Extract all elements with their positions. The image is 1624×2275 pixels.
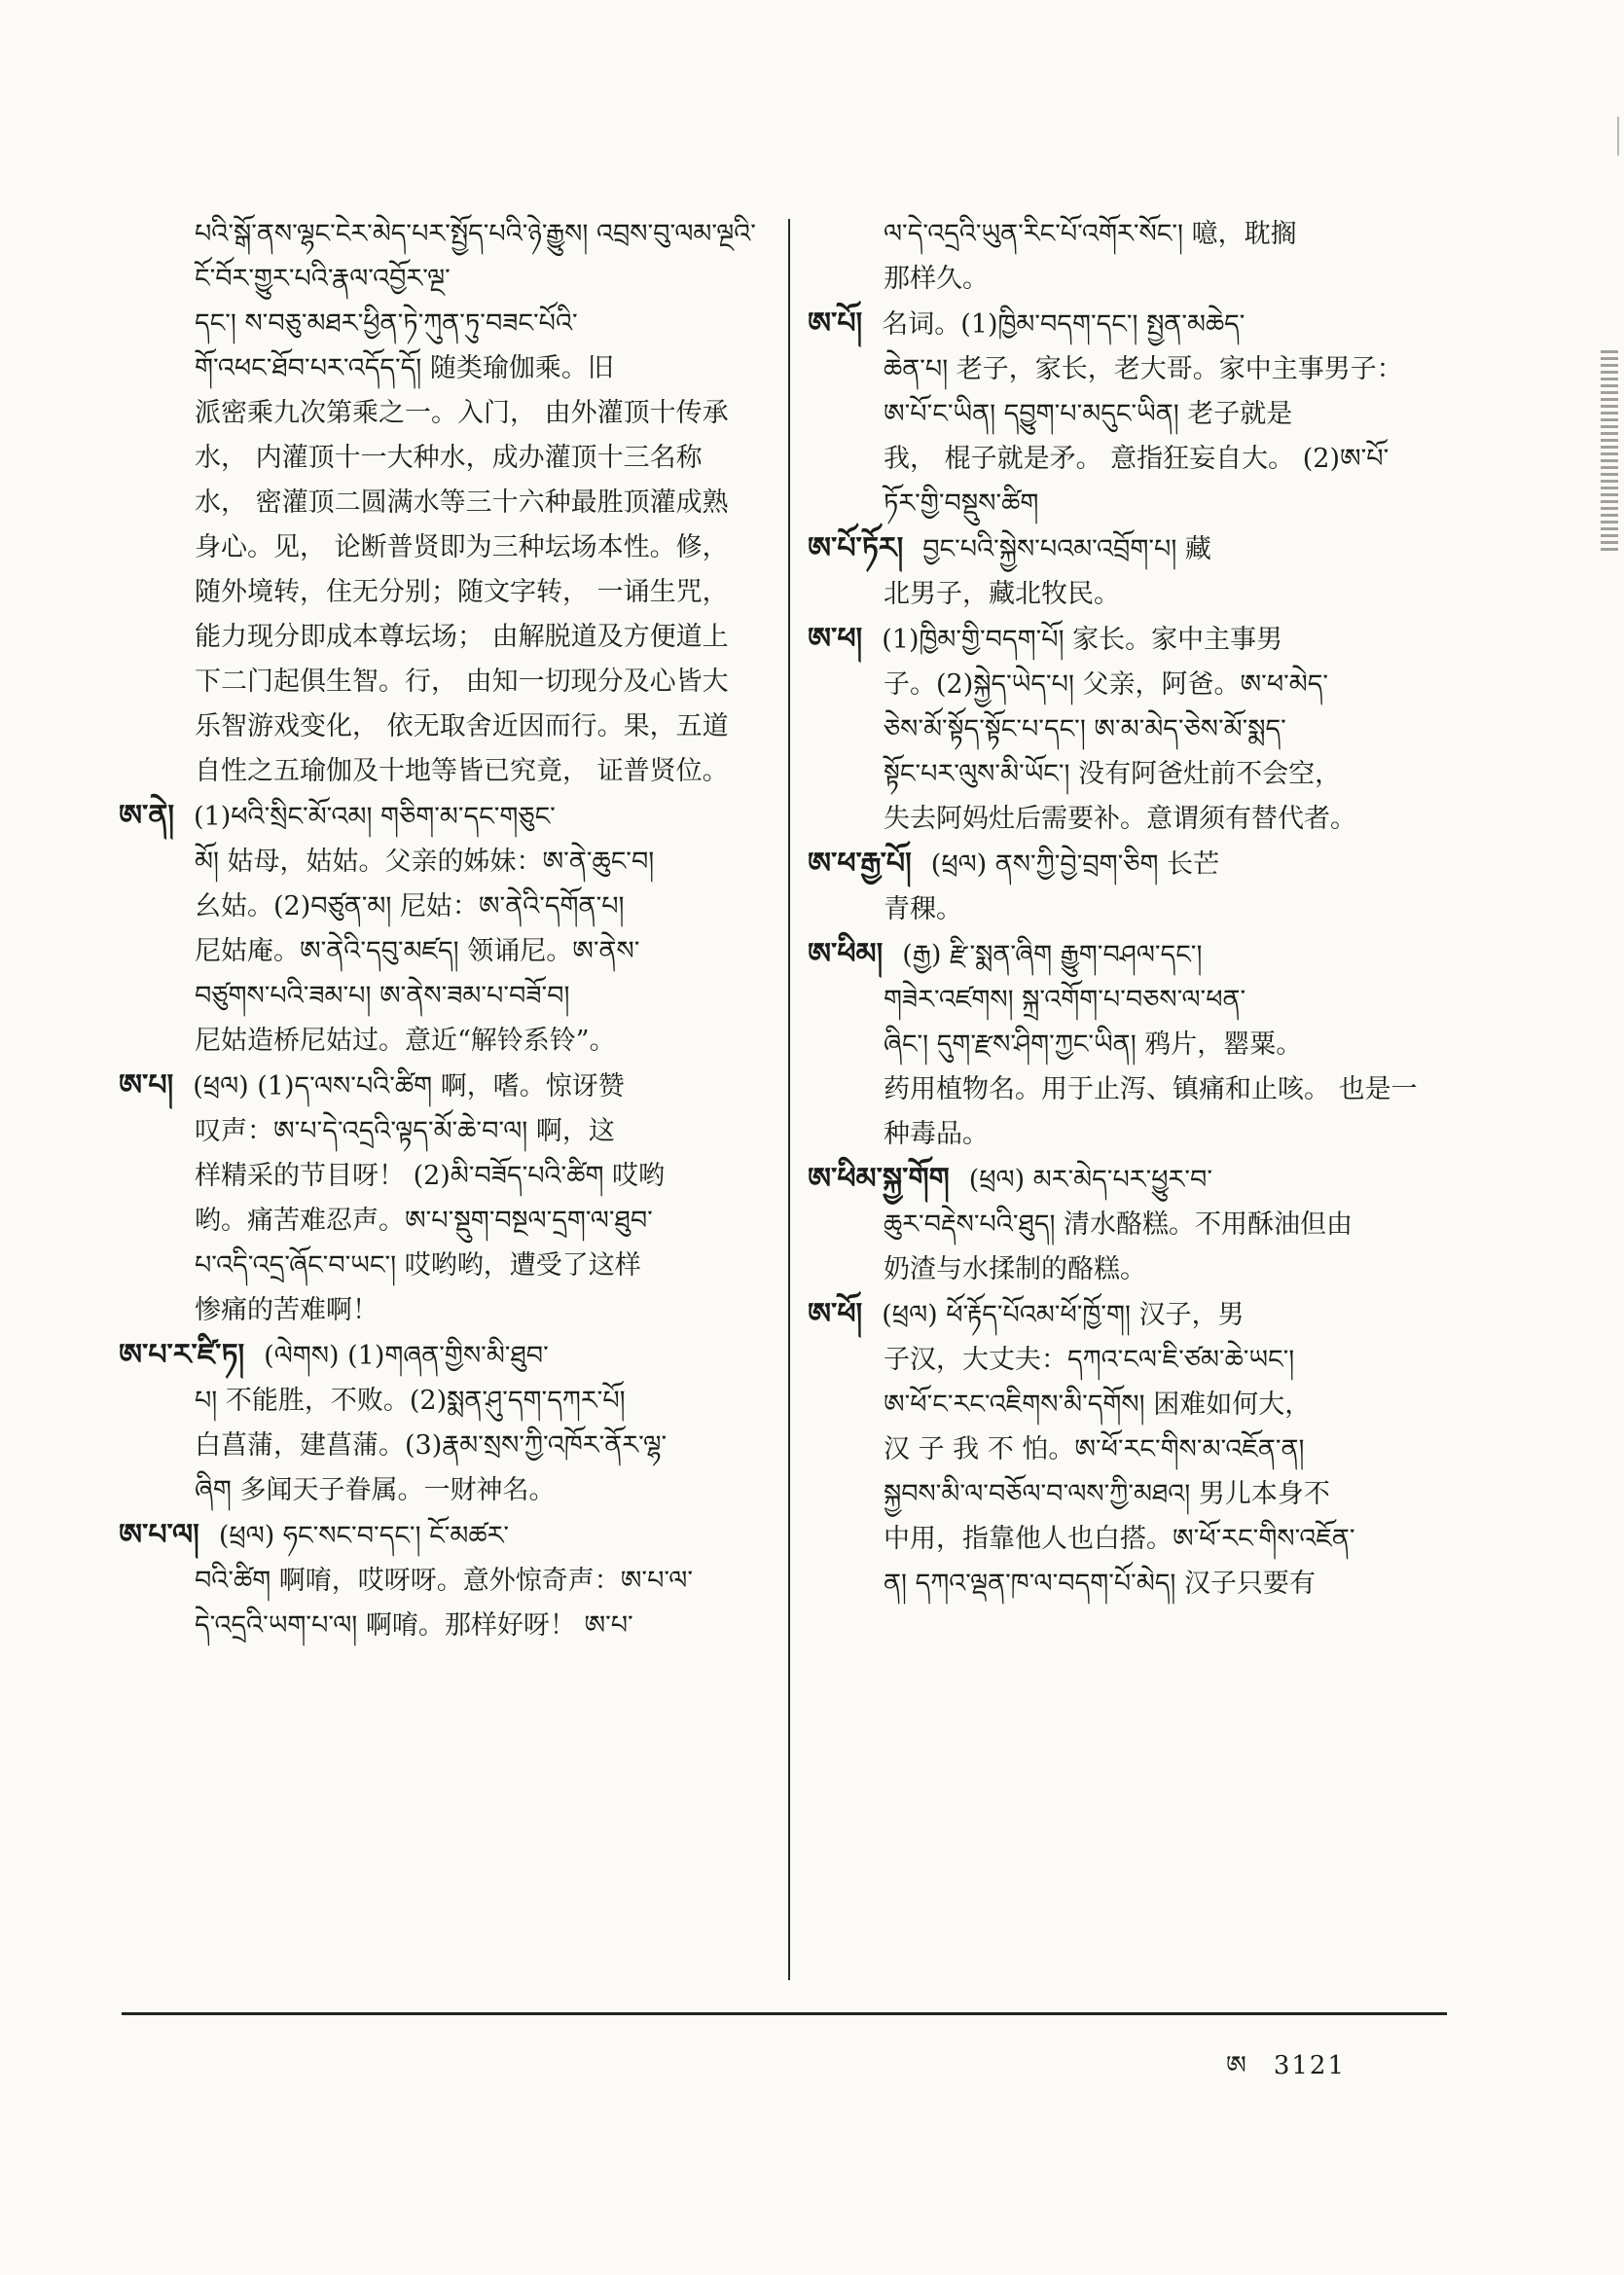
entry-line: 汉 子 我 不 怕。ཨ་ཕོ་རང་གིས་མ་འཇོན་ན། [884,1434,1305,1464]
entry-line: (ཕྲལ) ནས་ཀྱི་བྱེ་བྲག་ཅིག 长芒 [930,849,1220,880]
entry-first-line [808,842,1450,887]
entry-line: 水， 密灌顶二圆满水等三十六种最胜顶灌成熟 [195,488,729,518]
headword: ཨ་ཕིམ་སྐྱ་གོག [808,1162,950,1196]
entry-line: ཅེས་མོ་སྟོད་སྟོང་པ་དང་། ཨ་མ་མེད་ཅེས་མོ་སྨད་ [884,714,1286,744]
entry-line: 奶渣与水揉制的酪糕。 [884,1254,1146,1284]
entry-line: 身心。见， 论断普贤即为三种坛场本性。修， [195,532,729,562]
entry-line: 乐智游戏变化， 依无取舍近因而行。果，五道 [195,711,729,741]
dictionary-entry [119,1513,769,1648]
left-column [119,212,769,1648]
dictionary-entry [808,1292,1450,1607]
runon-entry-left [119,212,769,794]
entry-line: གོ་འཕང་ཐོབ་པར་འདོད་དོ། 随类瑜伽乘。旧 [195,353,614,383]
entry-first-line [119,1513,769,1559]
entry-line: པ། 不能胜，不败。(2)སྨན་ཤུ་དག་དཀར་པོ། [195,1386,626,1416]
headword: ཨ་ཕོ། [808,1297,863,1331]
entry-line: (ཕྲལ) (1)ད་ལས་པའི་ཚིག 啊，嗜。惊讶赞 [193,1071,625,1101]
right-column [808,212,1450,1607]
headword: ཨ་ནེ། [119,799,174,833]
headword: ཨ་པོ་ཏོར། [808,531,904,565]
entry-first-line [808,1157,1450,1203]
entry-line: 水， 内灌顶十一大种水，成办灌顶十三名称 [195,443,703,473]
entry-line: སྟོང་པར་ལུས་མི་ཡོང་། 没有阿爸灶前不会空， [884,759,1342,789]
entry-first-line [808,932,1450,978]
entry-first-line [119,1064,769,1109]
entry-line: 子。(2)སྐྱེད་ཡེད་པ། 父亲，阿爸。ཨ་ཕ་མེད་ [884,669,1329,700]
entry-line: (རྒྱ) རྫི་སྨན་ཞིག རྒྱུག་བཤལ་དང་། [902,940,1203,970]
headword: ཨ་པ་ར་ཛི་ཏ། [119,1338,245,1372]
entry-line: 叹声：ཨ་པ་དེ་འདྲའི་ལྟད་མོ་ཆེ་བ་ལ། 啊，这 [195,1116,615,1146]
entry-line: (1)ཕའི་སྲིང་མོ་འམ། གཅིག་མ་དང་གཅུང་ [194,802,556,832]
entry-first-line [808,526,1450,572]
entry-line: 失去阿妈灶后需要补。意谓须有替代者。 [884,804,1356,834]
entry-line: 随外境转，住无分别；随文字转， 一诵生咒， [195,577,729,607]
entry-line: 惨痛的苦难啊！ [195,1295,379,1325]
entry-first-line [119,794,769,840]
entry-line: 药用植物名。用于止泻、镇痛和止咳。 也是一 [884,1074,1418,1104]
entry-first-line [808,617,1450,663]
entry-line: ཞིང་། དུག་རྫས་ཤིག་ཀྱང་ཡིན། 鸦片，罂粟。 [884,1029,1303,1060]
entry-first-line [119,1333,769,1379]
entry-line: (1)ཁྱིམ་གྱི་བདག་པོ། 家长。家中主事男 [882,625,1283,655]
entry-first-line [808,1292,1450,1338]
dictionary-entry [808,302,1450,526]
entry-line: (ཕྲལ) མར་མེད་པར་ཕྱུར་བ་ [968,1165,1213,1195]
section-letter: ཨ [1226,2051,1248,2080]
entry-line: བཙུགས་པའི་ཟམ་པ། ཨ་ནེས་ཟམ་པ་བཟོ་བ། [195,981,570,1011]
dictionary-entry [808,842,1450,932]
headword: ཨ་ཕ་རྒྱ་པོ། [808,847,912,881]
footer-rule [122,2012,1447,2015]
entry-line: མོ། 姑母，姑姑。父亲的姊妹：ཨ་ནེ་ཆུང་བ། [195,847,655,877]
entry-line: ཏོར་གྱི་བསྡུས་ཚིག [884,488,1039,519]
entry-line: 幺姑。(2)བཙུན་མ། 尼姑：ཨ་ནེའི་དགོན་པ། [195,891,625,921]
entry-line: ཨ་ཕོ་ང་རང་འཇིགས་མི་དགོས། 困难如何大， [884,1390,1312,1420]
entry-line: (ཕྲལ) ཧང་སང་བ་དང་། ངོ་མཚར་ [218,1521,510,1551]
entry-line: (ཕྲལ) ཕོ་རྟོད་པོའམ་ཕོ་ཁྱོ་ག། 汉子，男 [882,1300,1245,1330]
dictionary-entry [808,932,1450,1157]
dictionary-entry [808,1157,1450,1292]
entry-line: བའི་ཚིག 啊唷，哎呀呀。意外惊奇声：ཨ་པ་ལ་ [195,1566,693,1596]
entry-line: (ལེགས) (1)གཞན་གྱིས་མི་ཐུབ་ [264,1341,549,1371]
entry-line: ཨ་པོ་ང་ཡིན། དབྱུག་པ་མདུང་ཡིན། 老子就是 [884,399,1293,429]
headword: ཨ་པོ། [808,307,863,341]
headword: ཨ་ཕིམ། [808,937,884,971]
entry-line: 下二门起俱生智。行， 由知一切现分及心皆大 [195,667,729,697]
page-number: 3121 [1273,2051,1346,2080]
entry-line: 样精采的节目呀！ (2)མི་བཟོད་པའི་ཚིག 哎哟 [195,1161,666,1191]
page-footer [1226,2038,1371,2109]
dictionary-entry [119,1064,769,1333]
entry-first-line [808,302,1450,347]
headword: ཨ་པ། [119,1068,174,1102]
edge-scan-marks [1607,117,1619,156]
entry-line: 名词。(1)ཁྱིམ་བདག་དང་། སྤྱན་མཆེད་ [882,309,1245,340]
entry-line: 那样久。 [884,264,989,294]
entry-line: 尼姑庵。ཨ་ནེའི་དབུ་མཛད། 领诵尼。ཨ་ནེས་ [195,936,640,966]
entry-line: བྱང་པའི་སྐྱེས་པའམ་འབྲོག་པ། 藏 [922,534,1211,564]
dictionary-entry [119,1333,769,1513]
entry-line: 我， 棍子就是矛。 意指狂妄自大。 (2)ཨ་པོ་ [884,444,1389,474]
dictionary-entry [808,617,1450,842]
entry-line: 哟。痛苦难忍声。ཨ་པ་སྡུག་བསྔལ་དྲག་ལ་ཐུབ་ [195,1206,653,1236]
entry-line: དེ་འདྲའི་ཡག་པ་ལ། 啊唷。那样好呀！ ཨ་པ་ [195,1610,633,1641]
entry-line: ཞིག 多闻天子眷属。一财神名。 [195,1475,556,1505]
entry-line: 派密乘九次第乘之一。入门， 由外灌顶十传承 [195,398,729,428]
entry-line: པ་འདི་འདྲ་ཞོང་བ་ཡང་། 哎哟哟，遭受了这样 [195,1250,641,1281]
dictionary-entry [808,526,1450,617]
entry-line: ན། དཀའ་ལྡན་ཁ་ལ་བདག་པོ་མེད། 汉子只要有 [884,1569,1317,1599]
dictionary-entry [119,794,769,1064]
entry-line: 青稞。 [884,894,962,924]
entry-line: སྐྱབས་མི་ལ་བཅོལ་བ་ལས་ཀྱི་མཐའ། 男儿本身不 [884,1479,1330,1509]
edge-scan-marks [1601,350,1618,555]
entry-line: 能力现分即成本尊坛场； 由解脱道及方便道上 [195,622,729,652]
entry-line: 子汉，大丈夫：དཀའ་ངལ་ཇི་ཙམ་ཆེ་ཡང་། [884,1345,1295,1375]
entry-line: 尼姑造桥尼姑过。意近“解铃系铃”。 [195,1026,616,1056]
entry-line: ཆུར་བརྡེས་པའི་ཐུད། 清水酪糕。不用酥油但由 [884,1210,1353,1240]
entry-line: པའི་སྒོ་ནས་ལྷང་ངེར་མེད་པར་སྤྱོད་པའི་ཉེ་རྒྱུས། འབྲས་བུ་ལམ་ལྔའི་ངོ་བོར་གྱུར་པའི་རྣལ་འབྱོར་ལྔ་ [195,219,756,294]
runon-entry-right [808,212,1450,302]
entry-line: 自性之五瑜伽及十地等皆已究竟， 证普贤位。 [195,756,729,786]
entry-line: ལ་དེ་འདྲའི་ཡུན་རིང་པོ་འགོར་སོང་། 噫，耽搁 [884,219,1297,249]
entry-line: ཆེན་པ། 老子，家长，老大哥。家中主事男子： [884,354,1403,384]
headword: ཨ་ཕ། [808,622,863,656]
entry-line: གཟེར་འཛགས། སྐྲ་འགོག་པ་བཅས་ལ་ཕན་ [884,985,1246,1015]
entry-line: དང་། ས་བཅུ་མཐར་ཕྱིན་ཏེ་ཀུན་ཏུ་བཟང་པོའི་ [195,308,578,339]
headword: ཨ་པ་ལ། [119,1518,199,1552]
entry-line: 北男子，藏北牧民。 [884,579,1120,609]
column-divider [788,219,790,1980]
entry-line: 中用，指靠他人也白搭。ཨ་ཕོ་རང་གིས་འཇོན་ [884,1524,1355,1554]
entry-line: 白菖蒲，建菖蒲。(3)རྣམ་སྲས་ཀྱི་འཁོར་ནོར་ལྷ་ [195,1430,668,1461]
entry-line: 种毒品。 [884,1119,989,1149]
